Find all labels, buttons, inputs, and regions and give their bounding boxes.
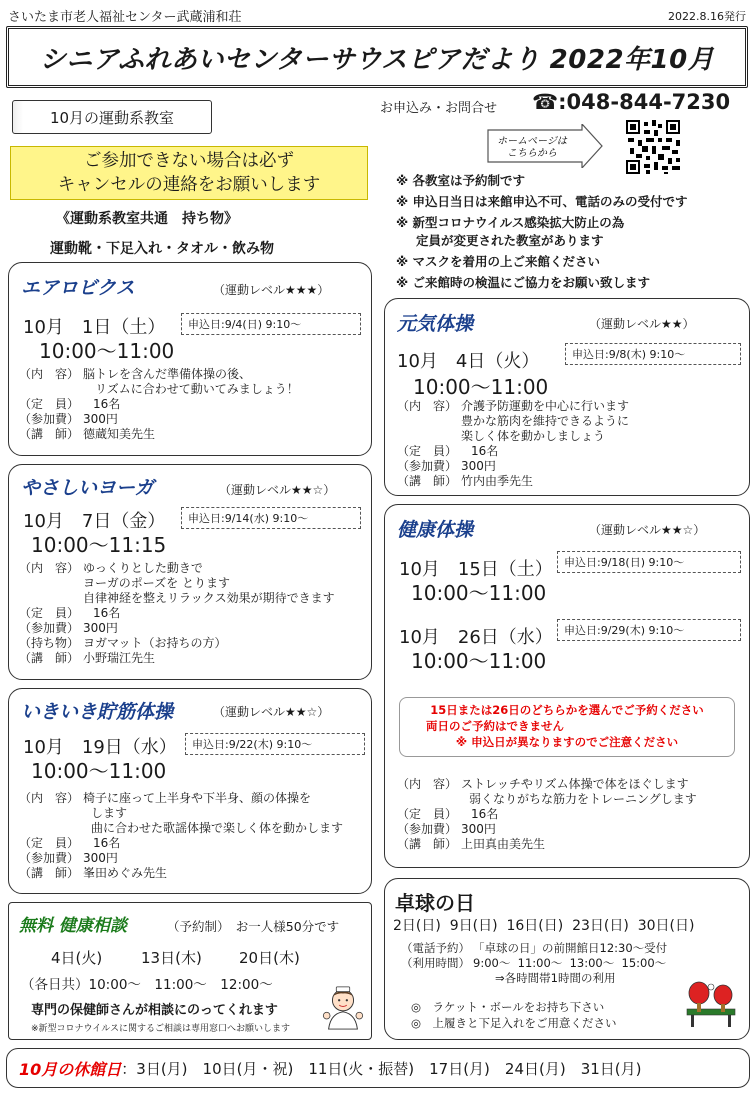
common-items-list: 運動靴・下足入れ・タオル・飲み物 [50, 241, 274, 257]
apply-date: 申込日:9/18(日) 9:10～ [557, 551, 741, 573]
notes-list [396, 172, 751, 295]
class-level: （運動レベル★★☆） [589, 523, 706, 537]
common-items-title: 《運動系教室共通 持ち物》 [56, 211, 238, 227]
class-details [397, 399, 747, 489]
consult-times: （各日共）10:00～ 11:00～ 12:00～ [21, 977, 273, 993]
contact-label: お申込み・お問合せ [380, 101, 498, 116]
class-card-yoga [8, 464, 372, 680]
apply-date: 申込日:9/29(木) 9:10～ [557, 619, 741, 641]
detail-value: 「卓球の日」の前開館日12:30～受付 [473, 941, 668, 955]
note-item: 定員が変更された教室があります [416, 233, 604, 248]
detail-value: 300円 [461, 822, 496, 836]
detail-key: （定 員） [397, 444, 458, 458]
class-card-kenko [384, 504, 750, 868]
class-details [397, 777, 747, 852]
qr-code-icon[interactable] [624, 118, 682, 176]
detail-key: （持ち物） [19, 636, 80, 650]
detail-key: （講 師） [19, 651, 80, 665]
detail-key: （定 員） [19, 836, 80, 850]
detail-key: （講 師） [19, 427, 80, 441]
class-time: 10:00～11:00 [411, 581, 547, 605]
detail-value: 9:00～ 11:00～ 13:00～ 15:00～ [473, 956, 667, 970]
consult-title: 無料 健康相談 [19, 916, 127, 936]
detail-key: （内 容） [397, 777, 458, 791]
class-card-savings-muscle [8, 688, 372, 894]
notice-line-2: キャンセルの連絡をお願いします [57, 175, 321, 195]
detail-key: （電話予約） [401, 941, 470, 955]
class-card-genki [384, 298, 750, 496]
detail-key: （内 容） [19, 367, 80, 381]
warning-line: ※ 申込日が異なりますのでご注意ください [455, 735, 679, 749]
closed-days-list: ：3日(月) 10日(月・祝) 11日(火・振替) 17日(月) 24日(月) 31日(月) [121, 1059, 642, 1078]
hp-text-2: こちらから [507, 148, 557, 159]
detail-value: 上田真由美先生 [461, 837, 546, 851]
detail-key: （内 容） [397, 399, 458, 413]
detail-value: ゆっくりとした動きで [83, 561, 203, 575]
detail-value: 16名 [471, 807, 499, 821]
cancel-notice [10, 146, 368, 200]
detail-value: 16名 [93, 397, 121, 411]
notice-line-1: ご参加できない場合は必ず [84, 151, 294, 171]
class-name: 元気体操 [397, 313, 474, 335]
class-name: エアロビクス [21, 277, 135, 299]
class-name: 健康体操 [397, 519, 474, 541]
detail-value: 豊かな筋肉を維持できるように [461, 414, 630, 428]
detail-value: 峯田めぐみ先生 [83, 866, 168, 880]
detail-key: （参加費） [19, 621, 80, 635]
detail-value: 300円 [83, 621, 118, 635]
class-date: 10月 26日（水） [399, 627, 553, 648]
closed-days-bar [6, 1048, 750, 1088]
detail-value: 16名 [93, 836, 121, 850]
closed-days-label: 10月の休館日 [19, 1059, 122, 1079]
detail-key: （講 師） [397, 474, 458, 488]
class-level: （運動レベル★★☆） [219, 483, 336, 497]
class-details [19, 791, 369, 881]
class-date: 10月 15日（土） [399, 559, 553, 580]
detail-value: 脳トレを含んだ準備体操の後、 [83, 367, 252, 381]
detail-key: （内 容） [19, 561, 80, 575]
table-tennis-dates: 2日(日) 9日(日) 16日(日) 23日(日) 30日(日) [393, 918, 695, 934]
detail-value: 竹内由季先生 [461, 474, 534, 488]
organization-name: さいたま市老人福祉センター武蔵浦和荘 [8, 10, 242, 25]
detail-value: 曲に合わせた歌謡体操で楽しく体を動かします [91, 821, 344, 835]
detail-key: （定 員） [19, 397, 80, 411]
class-card-aerobics [8, 262, 372, 456]
detail-value: リズムに合わせて動いてみましょう！ [95, 382, 299, 396]
issue-date: 2022.8.16発行 [668, 10, 746, 23]
warning-line: 15日または26日のどちらかを選んでご予約ください [430, 703, 704, 717]
detail-value: ヨーガのポーズを とります [83, 576, 230, 590]
class-name: やさしいヨーガ [21, 477, 154, 499]
detail-value: します [91, 806, 128, 820]
class-time: 10:00～11:00 [411, 649, 547, 673]
detail-value: 300円 [83, 851, 118, 865]
note-item: ※ ご来館時の検温にご協力をお願い致します [396, 275, 651, 290]
class-time: 10:00～11:00 [413, 375, 549, 399]
detail-value: 300円 [461, 459, 496, 473]
detail-value: 16名 [471, 444, 499, 458]
phone-number[interactable]: ☎:048-844-7230 [532, 90, 731, 114]
section-tag: 10月の運動系教室 [12, 100, 212, 134]
detail-value: 椅子に座って上半身や下半身、顔の体操を [83, 791, 312, 805]
detail-value: 德蔵知美先生 [83, 427, 156, 441]
consult-date: 20日(木) [239, 949, 300, 967]
consult-date: 4日(火) [51, 949, 103, 967]
class-time: 10:00～11:00 [39, 339, 175, 363]
apply-date: 申込日:9/22(木) 9:10～ [185, 733, 365, 755]
class-date: 10月 4日（火） [397, 351, 540, 372]
note-item: ※ 各教室は予約制です [396, 173, 526, 188]
detail-value: ⇒各時間帯1時間の利用 [495, 971, 616, 985]
title-banner [6, 26, 748, 88]
detail-key: （参加費） [19, 412, 80, 426]
detail-value: 小野瑞江先生 [83, 651, 156, 665]
note-item: ※ マスクを着用の上ご来館ください [396, 254, 601, 269]
detail-key: （参加費） [19, 851, 80, 865]
class-date: 10月 1日（土） [23, 317, 166, 338]
class-level: （運動レベル★★） [589, 317, 695, 331]
detail-value: 介護予防運動を中心に行います [461, 399, 630, 413]
detail-key: （講 師） [19, 866, 80, 880]
warning-line: 両日のご予約はできません [426, 719, 564, 733]
class-time: 10:00～11:00 [31, 759, 167, 783]
consult-date: 13日(木) [141, 949, 202, 967]
class-details [19, 367, 367, 442]
class-date: 10月 19日（水） [23, 737, 177, 758]
detail-key: （定 員） [19, 606, 80, 620]
detail-key: （定 員） [397, 807, 458, 821]
class-level: （運動レベル★★★） [213, 283, 330, 297]
class-date: 10月 7日（金） [23, 511, 166, 532]
class-details [19, 561, 369, 666]
detail-value: 300円 [83, 412, 118, 426]
class-name: いきいき貯筋体操 [21, 701, 174, 723]
consult-description: 専門の保健師さんが相談にのってくれます [31, 1003, 278, 1018]
ping-pong-icon [681, 979, 741, 1029]
detail-value: 弱くなりがちな筋力をトレーニングします [469, 792, 697, 806]
detail-value: 自律神経を整えリラックス効果が期待できます [83, 591, 335, 605]
note-item: ※ 新型コロナウイルス感染拡大防止の為 [396, 215, 625, 230]
note-item: ※ 申込日当日は来館申込不可、電話のみの受付です [396, 194, 688, 209]
table-tennis-box [384, 878, 750, 1040]
consult-subtitle: （予約制） お一人様50分です [167, 919, 340, 934]
reservation-warning [399, 697, 735, 757]
health-consult-box [8, 902, 372, 1040]
bring-note: ◎ 上履きと下足入れをご用意ください [411, 1016, 617, 1030]
detail-value: ヨガマット（お持ちの方） [83, 636, 227, 650]
homepage-arrow-icon[interactable] [486, 124, 604, 168]
detail-key: （参加費） [397, 822, 458, 836]
consult-note: ※新型コロナウイルスに関するご相談は専用窓口へお願いします [31, 1024, 291, 1034]
detail-value: 16名 [93, 606, 121, 620]
apply-date: 申込日:9/4(日) 9:10～ [181, 313, 361, 335]
table-tennis-title: 卓球の日 [395, 891, 475, 915]
nurse-illustration-icon [319, 983, 367, 1031]
bring-note: ◎ ラケット・ボールをお持ち下さい [411, 1000, 605, 1014]
class-time: 10:00～11:15 [31, 533, 167, 557]
detail-key: （内 容） [19, 791, 80, 805]
class-level: （運動レベル★★☆） [213, 705, 330, 719]
apply-date: 申込日:9/8(木) 9:10～ [565, 343, 741, 365]
detail-key: （参加費） [397, 459, 458, 473]
apply-date: 申込日:9/14(水) 9:10～ [181, 507, 361, 529]
detail-value: ストレッチやリズム体操で体をほぐします [461, 777, 689, 791]
detail-key: （利用時間） [401, 956, 470, 970]
hp-text-1: ホームページは [497, 136, 567, 147]
page-title: シニアふれあいセンターサウスピアだより 2022年10月 [39, 44, 715, 75]
detail-value: 楽しく体を動かしましょう [461, 429, 606, 443]
detail-key: （講 師） [397, 837, 458, 851]
